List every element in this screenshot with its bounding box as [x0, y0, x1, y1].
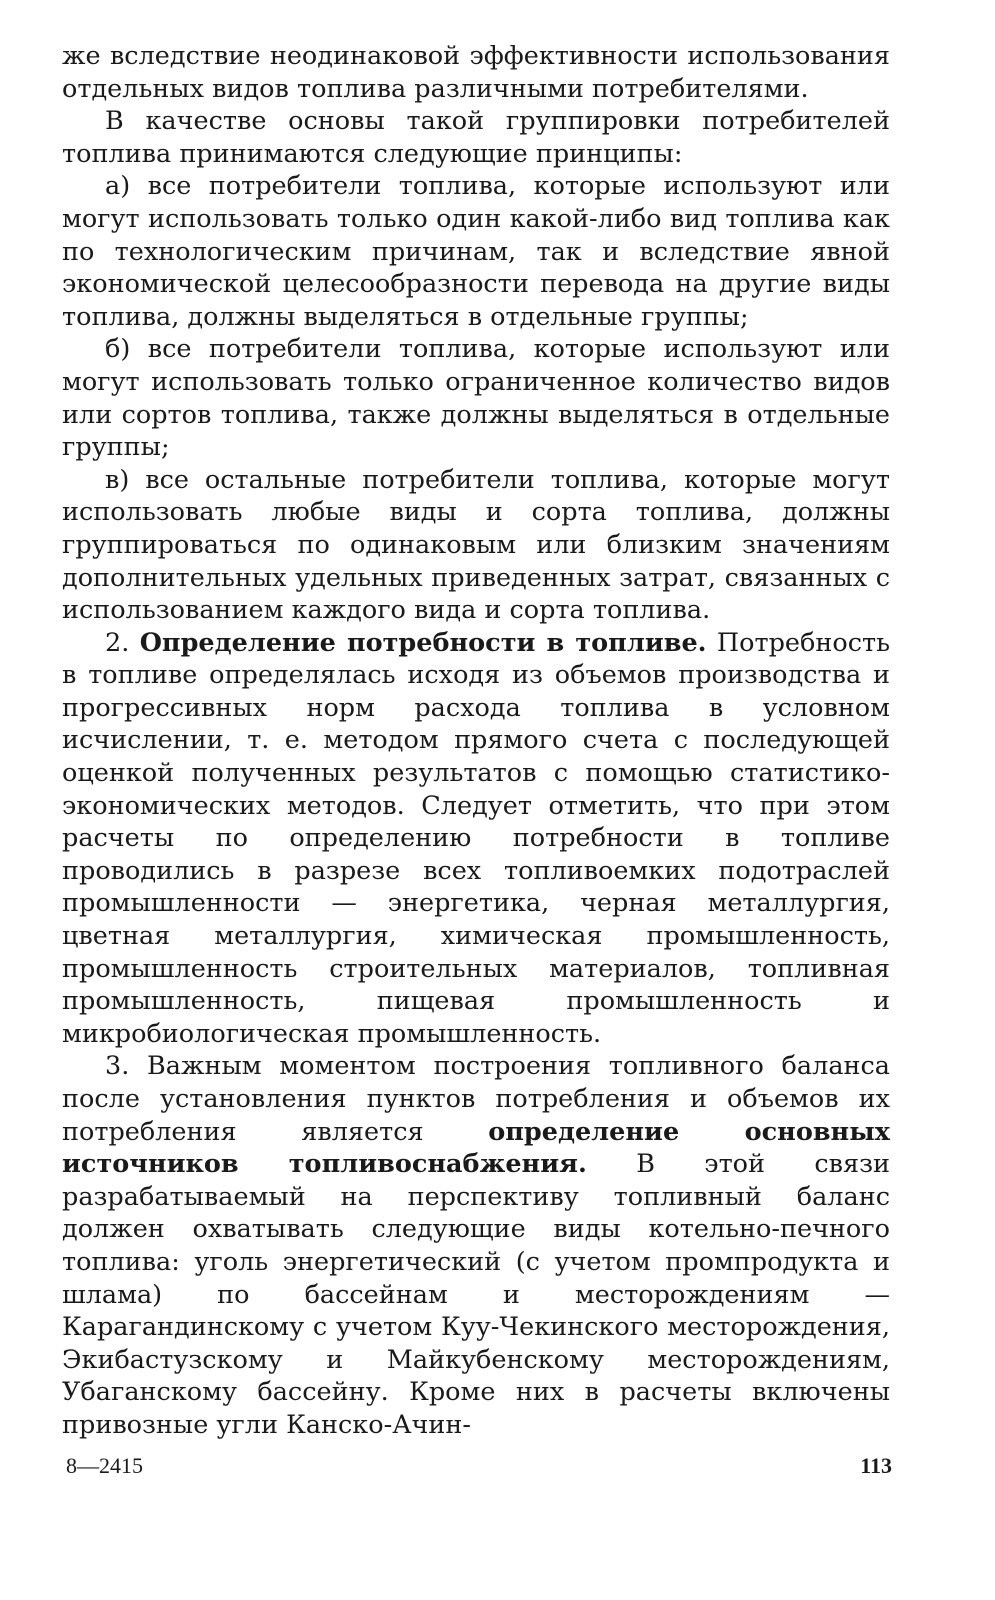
paragraph-text: в) все остальные потребители топлива, которые могут использовать любые виды и сорта топлива, должны группироваться по одинаковым или близким значениям дополнительных удельных приведенных затрат, связанных с использованием каждого вида и сорта топлива. — [62, 464, 890, 626]
paragraph-grouping-intro — [62, 105, 890, 170]
page-number: 113 — [860, 1453, 892, 1478]
paragraph-principle-b — [62, 333, 890, 463]
paragraph-text: В качестве основы такой группировки потребителей топлива принимаются следующие принципы: — [62, 106, 890, 169]
paragraph-text: б) все потребители топлива, которые используют или могут использовать только ограниченное количество видов или сортов топлива, также должны выделяться в отдельные группы; — [62, 334, 890, 463]
paragraph-lead: 2. — [105, 627, 140, 658]
paragraph-text: В этой связи разрабатываемый на перспективу топливный баланс должен охватывать следующие виды котельно-печного топлива: уголь энергетический (с учетом промпродукта и шлама) по бассейнам и месторождениям — Карагандинскому с учетом Куу-Чекинского месторождения, Экибастузскому и Майкубенскому месторождениям, Убаганскому бассейну. Кроме них в расчеты включены привозные угли Канско-Ачин- — [62, 1149, 891, 1440]
printer-signature: 8—2415 — [66, 1453, 143, 1478]
paragraph-section-2 — [62, 627, 890, 1051]
paragraph-principle-v — [62, 464, 890, 627]
paragraph-text: же вследствие неодинаковой эффективности использования отдельных видов топлива различными потребителями. — [62, 41, 890, 104]
paragraph-principle-a — [62, 170, 890, 333]
paragraph-text: а) все потребители топлива, которые используют или могут использовать только один какой-либо вид топлива как по технологическим причинам, так и вследствие явной экономической целесообразности перевода на другие виды топлива, должны выделяться в отдельные группы; — [62, 171, 890, 332]
paragraph-lead: 3. Важным моментом построения топливного баланса после установления пунктов потребления и объемов их потребления является — [62, 1051, 890, 1147]
page-body — [62, 40, 890, 1442]
paragraph-continuation — [62, 40, 890, 105]
section-heading-bold: Определение потребности в топливе. — [139, 627, 707, 658]
paragraph-section-3 — [62, 1050, 890, 1441]
section-heading-bold: определение основных источников топливоснабжения. — [62, 1116, 890, 1180]
paragraph-text: Потребность в топливе определялась исходя из объемов производства и прогрессивных норм расхода топлива в условном исчислении, т. е. методом прямого счета с последующей оценкой полученных результатов с помощью статистико-экономических методов. Следует отметить, что при этом расчеты по определению потребности в топливе проводились в разрезе всех топливоемких подотраслей промышленности — энергетика, черная металлургия, цветная металлургия, химическая промышленность, промышленность строительных материалов, топливная промышленность, пищевая промышленность и микробиологическая промышленность. — [62, 627, 890, 1049]
